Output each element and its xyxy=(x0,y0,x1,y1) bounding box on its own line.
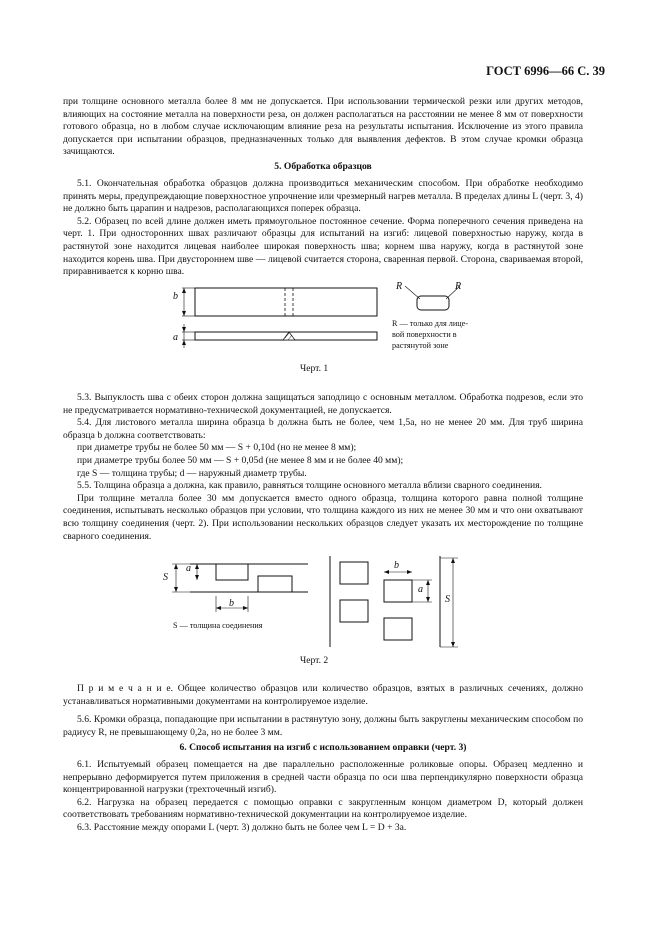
label-a: a xyxy=(173,332,178,343)
label-s-left: S xyxy=(163,572,168,583)
label-b: b xyxy=(173,291,178,302)
figure-2-caption: Черт. 2 xyxy=(300,655,329,666)
specimen-left-2 xyxy=(258,576,292,592)
specimen-right-4 xyxy=(384,618,412,640)
paragraph: 6.1. Испытуемый образец помещается на две параллельно расположенные роликовые опоры. Образец медленно и непрерывно деформируется путем приложения в средней части образца по оси шва перпендикулярно поверхности образца концентрированной нагрузки (трехточечный изгиб). xyxy=(63,759,583,796)
section-6-heading xyxy=(63,742,583,755)
paragraph: где S — толщина трубы; d — наружный диаметр трубы. xyxy=(77,467,307,479)
paragraph: 5.2. Образец по всей длине должен иметь прямоугольное постоянное сечение. Форма поперечного сечения приведена на черт. 1. При односторонних швах различают образцы для испытаний на изгиб: лицевой поверхностью наружу, когда в растянутой зоне находится лицевая наиболее широкая поверхность шва; корнем шва наружу, когда в растянутой зоне находится корень шва. При двустороннем шве — лицевой считается сторона, сваренная первой. Сторона, свариваемая второй, приравнивается к корню шва. xyxy=(63,215,583,278)
note-line: вой поверхности в xyxy=(392,330,457,339)
text-block-5 xyxy=(63,759,583,835)
paragraph: при толщине основного металла более 8 мм не допускается. При использовании термической резки или других методов, влияющих на состояние металла на поверхности реза, он должен располагаться на расстоянии не менее 8 мм от поверхности готового образца, но в любом случае исключающим влияние реза на результаты испытания. Исключение из этого правила допускается при испытании образцов, предназначенных только для выявления дефектов. В этом случае кромки образца зачищаются. xyxy=(63,96,583,158)
note-line: растянутой зоне xyxy=(392,341,449,350)
specimen-top-view xyxy=(195,288,377,316)
label-b-right: b xyxy=(394,560,399,571)
paragraph: при диаметре трубы не более 50 мм — S + 0,10d (но не менее 8 мм); xyxy=(77,442,357,454)
label-b-left: b xyxy=(229,598,234,609)
specimen-left-1 xyxy=(216,564,248,580)
figure-1-caption: Черт. 1 xyxy=(300,363,329,374)
text-block-3 xyxy=(63,392,583,543)
paragraph: при диаметре трубы более 50 мм — S + 0,05d (не менее 8 мм и не более 40 мм); xyxy=(77,454,404,466)
paragraph: При толщине металла более 30 мм допускается вместо одного образца, толщина которого равна полной толщине соединения, испытывать несколько образцов при условии, что толщина каждого из них не менее 30 мм и что они охватывают всю толщину соединения (черт. 2). При использовании нескольких образцов следует указать их месторождение по толщине сварного соединения. xyxy=(63,492,583,542)
section-5-heading xyxy=(63,161,583,174)
text-block-2 xyxy=(63,178,583,279)
paragraph: 6.3. Расстояние между опорами L (черт. 3) должно быть не более чем L = D + 3a. xyxy=(77,821,407,833)
paragraph: 5.6. Кромки образца, попадающие при испытании в растянутую зону, должны быть закруглены механическим способом по радиусу R, не превышающему 0,2a, но не более 3 мм. xyxy=(63,714,583,738)
figure-2-drawing xyxy=(0,552,661,662)
note-paragraph: П р и м е ч а н и е. Общее количество образцов или количество образцов, взятых в различных сечениях, должно устанавливаться нормативными документами на контролируемое изделие. xyxy=(63,683,583,707)
paragraph: 5.3. Выпуклость шва с обеих сторон должна защищаться заподлицо с основным металлом. Обработка подрезов, если это не предусматривается нормативно-технической документацией, не допускается. xyxy=(63,392,583,416)
paragraph: 6.2. Нагрузка на образец передается с помощью оправки с закругленным концом диаметром D, который должен соответствовать требованиям нормативно-технической документации на контролируемое изделие. xyxy=(63,796,583,821)
section-title: 5. Обработка образцов xyxy=(274,161,372,172)
page-header: ГОСТ 6996—66 С. 39 xyxy=(486,64,605,78)
paragraph: 5.5. Толщина образца a должна, как правило, равняться толщине основного металла вблизи сварного соединения. xyxy=(77,480,542,492)
label-r-right: R xyxy=(455,281,462,292)
paragraph: 5.4. Для листового металла ширина образца b должна быть не более, чем 1,5a, но не менее 20 мм. Для труб ширина образца b должна соответствовать: xyxy=(63,417,583,441)
label-a-right: a xyxy=(418,584,423,595)
figure-1-note xyxy=(392,318,502,351)
specimen-right-1 xyxy=(340,562,368,584)
label-s-right: S xyxy=(445,594,450,605)
figure-1-drawing xyxy=(0,280,661,360)
section-title: 6. Способ испытания на изгиб с использованием оправки (черт. 3) xyxy=(179,742,467,753)
text-block-4 xyxy=(63,683,583,739)
specimen-right-2 xyxy=(384,580,412,602)
text-block-1 xyxy=(63,96,583,159)
note-line: R — только для лице- xyxy=(392,319,468,328)
paragraph: 5.1. Окончательная обработка образцов должна производиться механическим способом. При обработке необходимо принять меры, предупреждающие поверхностное упрочнение или чрезмерный нагрев металла. В пределах длины L (черт. 3, 4) не должно быть царапин и надрезов, располагающихся поперек образца. xyxy=(63,178,583,215)
label-a-left: a xyxy=(186,563,191,574)
cross-section xyxy=(417,296,449,310)
specimen-right-3 xyxy=(340,600,368,622)
figure-2-note: S — толщина соединения xyxy=(173,621,263,630)
label-r-left: R xyxy=(396,281,403,292)
